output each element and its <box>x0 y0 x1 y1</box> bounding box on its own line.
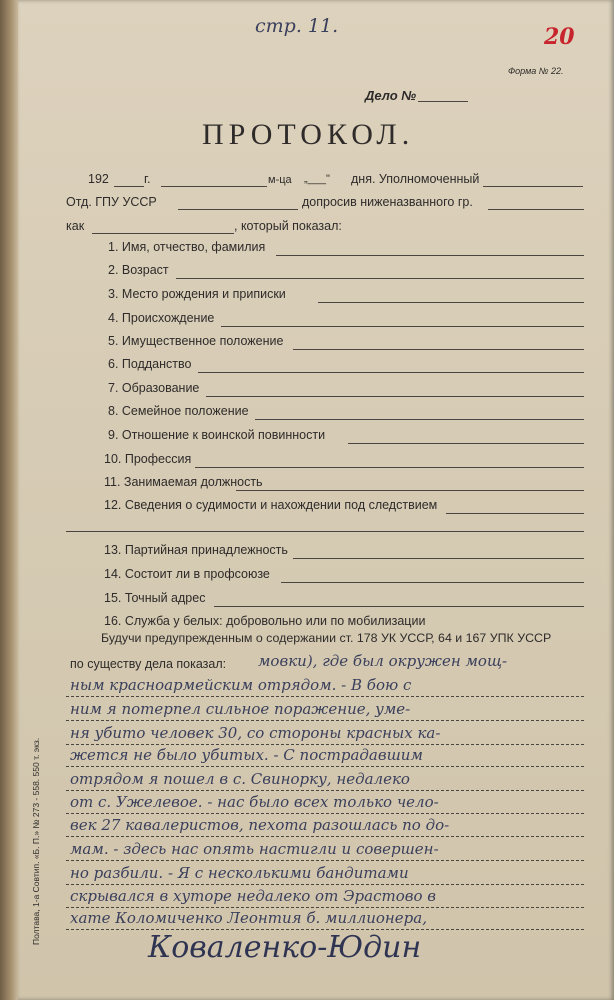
field-label-14: 14. Состоит ли в профсоюзе <box>104 567 270 581</box>
field-line-14 <box>281 582 584 583</box>
intro-kak-line <box>92 233 234 234</box>
handwriting-rule-2 <box>66 696 584 697</box>
handwriting-line-12: хате Коломиченко Леонтия б. миллионера, <box>70 909 427 927</box>
handwriting-line-9: мам. - здесь нас опять настигли и совершен- <box>70 840 439 858</box>
handwriting-rule-10 <box>66 884 584 885</box>
intro-g: г. <box>144 172 151 186</box>
field-line-8 <box>255 419 584 420</box>
field-line-10 <box>195 467 584 468</box>
field-label-3: 3. Место рождения и приписки <box>108 287 286 301</box>
field-line-9 <box>348 443 584 444</box>
handwriting-rule-11 <box>66 907 584 908</box>
field-label-15: 15. Точный адрес <box>104 591 206 605</box>
delo-line <box>418 101 468 102</box>
field-line-2 <box>176 278 584 279</box>
field-label-7: 7. Образование <box>108 381 200 395</box>
forma-label: Форма № 22. <box>508 66 564 76</box>
handwriting-line-1: мовки), где был окружен мощ- <box>258 652 508 670</box>
handwriting-line-5: жется не было убитых. - С пострадавшим <box>70 746 423 764</box>
field-label-1: 1. Имя, отчество, фамилия <box>108 240 266 254</box>
intro-year-line <box>114 186 144 187</box>
field-line-12 <box>446 513 584 514</box>
handwriting-line-2: ным красноармейским отрядом. - В бою с <box>70 676 412 694</box>
handwriting-rule-4 <box>66 744 584 745</box>
field-line-5 <box>293 349 584 350</box>
field-line-13 <box>293 558 584 559</box>
handwriting-line-11: скрывался в хуторе недалеко от Эрастово в <box>70 887 437 905</box>
intro-pokazal: , который показал: <box>234 219 342 233</box>
field-line-7 <box>206 396 584 397</box>
field-line-3 <box>318 302 584 303</box>
handwriting-rule-7 <box>66 813 584 814</box>
handwriting-rule-8 <box>66 836 584 837</box>
intro-line2-tail <box>488 209 584 210</box>
field-label-9: 9. Отношение к воинской повинности <box>108 428 326 442</box>
handwriting-line-7: от с. Ужелевое. - нас было всех только чело- <box>70 793 439 811</box>
handwriting-line-8: век 27 кавалеристов, пехота разошлась по до- <box>70 816 450 834</box>
intro-doprosil: допросив ниженазванного гр. <box>302 195 473 209</box>
handwriting-rule-6 <box>66 790 584 791</box>
signature: Коваленко-Юдин <box>148 930 422 965</box>
intro-otd-line <box>178 209 298 210</box>
field-label-13: 13. Партийная принадлежность <box>104 543 288 557</box>
warning-text: Будучи предупрежденным о содержании ст. 178 УК УССР, 64 и 167 УПК УССР <box>101 631 552 645</box>
field-label-4: 4. Происхождение <box>108 311 215 325</box>
field-label-6: 6. Подданство <box>108 357 192 371</box>
intro-quote: „___" <box>304 173 330 185</box>
field-label-16: 16. Служба у белых: добровольно или по мобилизации <box>104 614 426 628</box>
field-line-6 <box>198 372 584 373</box>
red-sheet-number: 20 <box>544 24 575 50</box>
intro-month: м-ца <box>268 174 292 186</box>
field-label-11: 11. Занимаемая должность <box>104 475 263 489</box>
handwriting-rule-5 <box>66 766 584 767</box>
intro-kak: как <box>66 219 85 233</box>
page-number: стр. 11. <box>255 15 339 37</box>
intro-year: 192 <box>88 172 109 186</box>
printer-imprint: Полтава, 1-а Совтип. «Б. П.» № 273 - 558. 550 т. экз. <box>31 737 41 945</box>
intro-line1-tail <box>483 186 583 187</box>
field-12-continuation-line <box>66 531 584 532</box>
handwriting-rule-3 <box>66 720 584 721</box>
field-label-8: 8. Семейное положение <box>108 404 249 418</box>
field-label-5: 5. Имущественное положение <box>108 334 284 348</box>
field-line-15 <box>214 606 584 607</box>
delo-label: Дело № <box>365 88 417 103</box>
intro-otd: Отд. ГПУ УССР <box>66 195 157 209</box>
field-label-2: 2. Возраст <box>108 263 169 277</box>
handwriting-rule-9 <box>66 860 584 861</box>
document-page <box>18 0 614 1000</box>
handwriting-line-6: отрядом я пошел в с. Свинорку, недалеко <box>70 770 410 788</box>
handwriting-line-3: ним я потерпел сильное поражение, уме- <box>70 700 411 718</box>
intro-month-line <box>161 186 267 187</box>
field-line-4 <box>221 326 584 327</box>
handwriting-line-4: ня убито человек 30, со стороны красных ка- <box>70 724 441 742</box>
intro-day: дня. Уполномоченный <box>351 172 480 186</box>
substance-label: по существу дела показал: <box>70 657 227 671</box>
field-label-10: 10. Профессия <box>104 452 192 466</box>
book-binding <box>0 0 18 1000</box>
handwriting-line-10: но разбили. - Я с несколькими бандитами <box>70 864 409 882</box>
field-line-1 <box>276 255 584 256</box>
field-line-11 <box>236 490 584 491</box>
field-label-12: 12. Сведения о судимости и нахождении под следствием <box>104 498 438 512</box>
document-title: ПРОТОКОЛ. <box>202 118 415 151</box>
